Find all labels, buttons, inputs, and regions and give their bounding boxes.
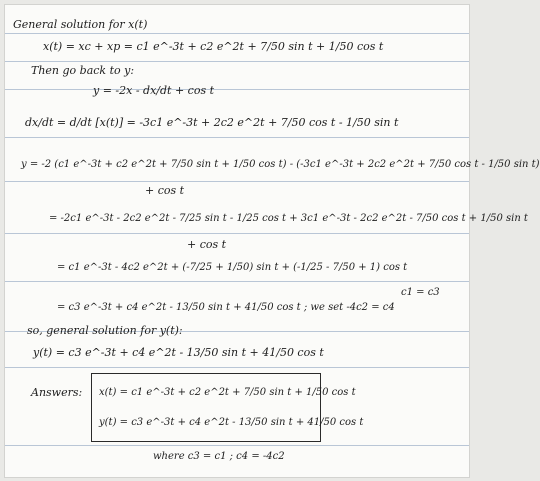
ruled-line [5, 281, 469, 282]
notebook-page [4, 4, 540, 478]
equation-simplified: = c3 e^-3t + c4 e^2t - 13/50 sin t + 41/50 cos t ; we set -4c2 = c4 [57, 302, 395, 313]
ruled-line [5, 445, 469, 446]
equation-y-expression: y = -2x - dx/dt + cos t [93, 84, 215, 97]
answer-x: x(t) = c1 e^-3t + c2 e^2t + 7/50 sin t + 1/50 cos t [99, 387, 356, 398]
answer-constants: where c3 = c1 ; c4 = -4c2 [153, 451, 285, 462]
answer-box [91, 373, 321, 442]
ruled-line [5, 61, 469, 62]
equation-x-general: x(t) = xc + xp = c1 e^-3t + c2 e^2t + 7/50 sin t + 1/50 cos t [43, 40, 384, 53]
text-go-back-to-y: Then go back to y: [31, 64, 135, 77]
equation-plus-cos-2: + cos t [187, 238, 227, 251]
equation-expanded: = -2c1 e^-3t - 2c2 e^2t - 7/25 sin t - 1/25 cos t + 3c1 e^-3t - 2c2 e^2t - 7/50 cos t + 1/50 sin t [49, 213, 528, 224]
equation-collected: = c1 e^-3t - 4c2 e^2t + (-7/25 + 1/50) sin t + (-1/25 - 7/50 + 1) cos t [57, 262, 408, 273]
answer-y: y(t) = c3 e^-3t + c4 e^2t - 13/50 sin t + 41/50 cos t [99, 417, 364, 428]
ruled-line [5, 233, 469, 234]
equation-y-general: y(t) = c3 e^-3t + c4 e^2t - 13/50 sin t + 41/50 cos t [33, 346, 324, 359]
ruled-line [5, 89, 469, 90]
ruled-line [5, 181, 469, 182]
text-general-solution-y: so, general solution for y(t): [27, 324, 183, 337]
equation-plus-cos: + cos t [145, 184, 185, 197]
ruled-line [5, 137, 469, 138]
answers-label: Answers: [31, 386, 83, 399]
ruled-line [5, 33, 469, 34]
heading-general-solution-x: General solution for x(t) [13, 18, 148, 31]
equation-y-substituted: y = -2 (c1 e^-3t + c2 e^2t + 7/50 sin t + 1/50 cos t) - (-3c1 e^-3t + 2c2 e^2t + 7/50 cos t - 1/50 sin t) [21, 159, 540, 170]
note-c1-equals-c3: c1 = c3 [401, 287, 440, 298]
ruled-line [5, 367, 469, 368]
equation-dxdt: dx/dt = d/dt [x(t)] = -3c1 e^-3t + 2c2 e^2t + 7/50 cos t - 1/50 sin t [25, 116, 399, 129]
